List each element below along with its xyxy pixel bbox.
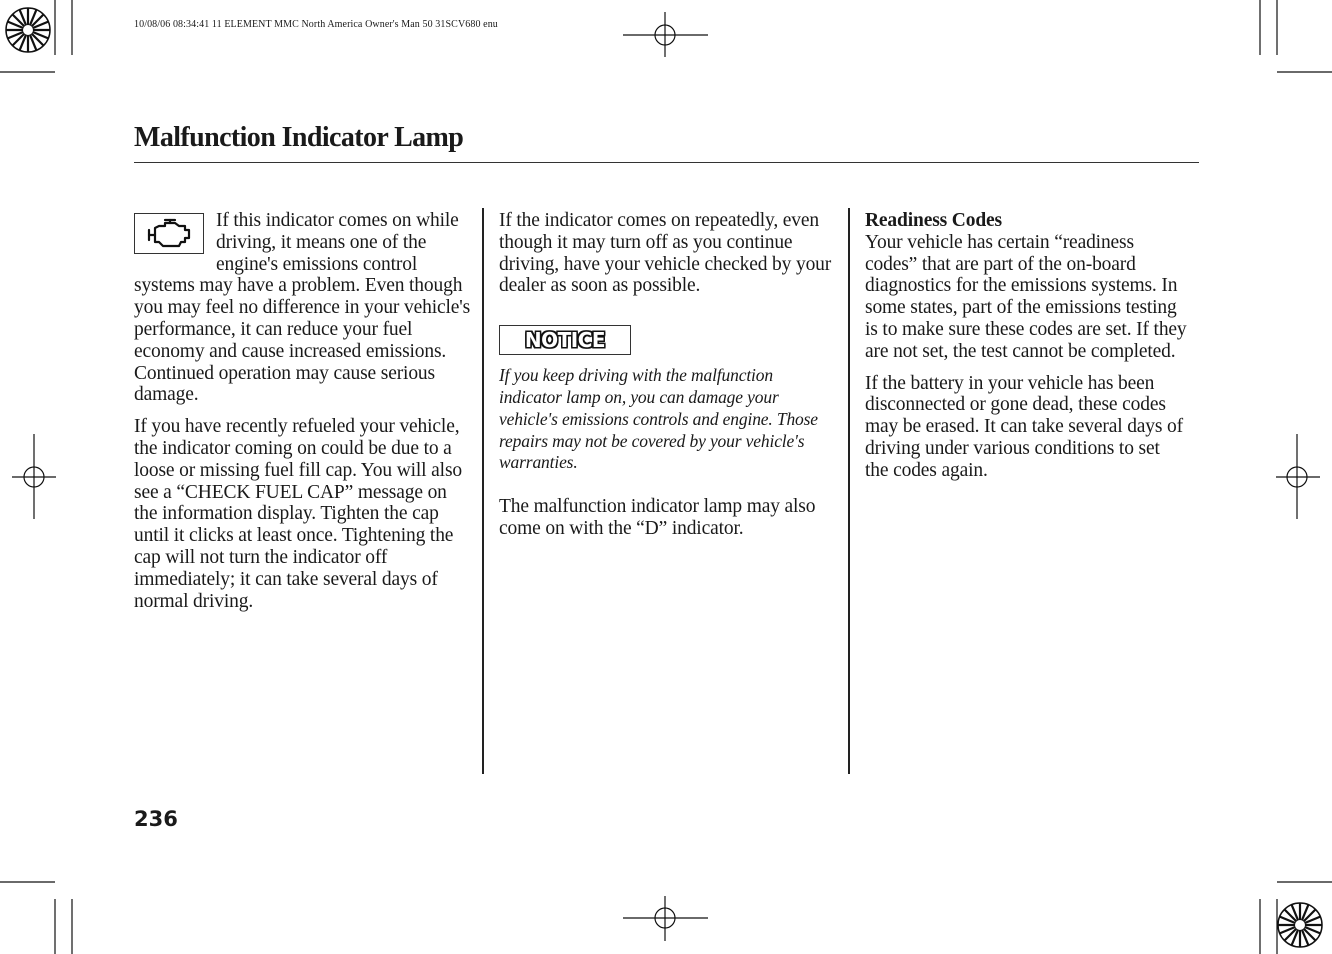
paragraph: If the battery in your vehicle has been disconnected or gone dead, these codes may be erased. It can take several days of driving under various conditions to set the codes again. [865, 372, 1184, 481]
column-divider-2 [848, 208, 850, 774]
check-engine-icon-box [134, 213, 204, 254]
paragraph-text: Your vehicle has certain “readiness codes” that are part of the on-board diagnostics for the emissions systems. In some states, part of the emissions testing is to make sure these codes are set. If they are not set, the test cannot be completed. [865, 231, 1187, 362]
readiness-section [865, 210, 1187, 363]
page-number: 236 [134, 807, 178, 831]
column-divider-1 [482, 208, 484, 774]
page-title: Malfunction Indicator Lamp [134, 122, 464, 153]
notice-label: NOTICE [499, 325, 631, 355]
paragraph-text: If this indicator comes on while driving, it means one of the engine's emissions control systems may have a problem. Even though you may feel no difference in your vehicle's performance, it can reduce your fuel economy and cause increased emissions. Continued operation may cause serious damage. [134, 210, 471, 406]
column-3 [865, 210, 1187, 492]
section-heading: Readiness Codes [865, 210, 1002, 231]
print-metadata: 10/08/06 08:34:41 11 ELEMENT MMC North America Owner's Man 50 31SCV680 enu [134, 19, 498, 30]
title-rule [134, 162, 1199, 163]
notice-text: If you keep driving with the malfunction indicator lamp on, you can damage your vehicle's emissions controls and engine. Those repairs may not be covered by your vehicle's warranties. [499, 365, 818, 473]
check-engine-icon [145, 218, 193, 248]
column-1 [134, 210, 474, 622]
paragraph: If the indicator comes on repeatedly, even though it may turn off as you continue driving, have your vehicle checked by your dealer as soon as possible. [499, 210, 832, 297]
paragraph [134, 210, 474, 406]
column-2 [499, 210, 837, 550]
paragraph: If you have recently refueled your vehicle, the indicator coming on could be due to a loose or missing fuel fill cap. You will also see a “CHECK FUEL CAP” message on the information display. Tighten the cap until it clicks at least once. Tightening the cap will not turn the indicator off immediately; it can take several days of normal driving. [134, 416, 462, 612]
paragraph: The malfunction indicator lamp may also come on with the “D” indicator. [499, 496, 816, 539]
